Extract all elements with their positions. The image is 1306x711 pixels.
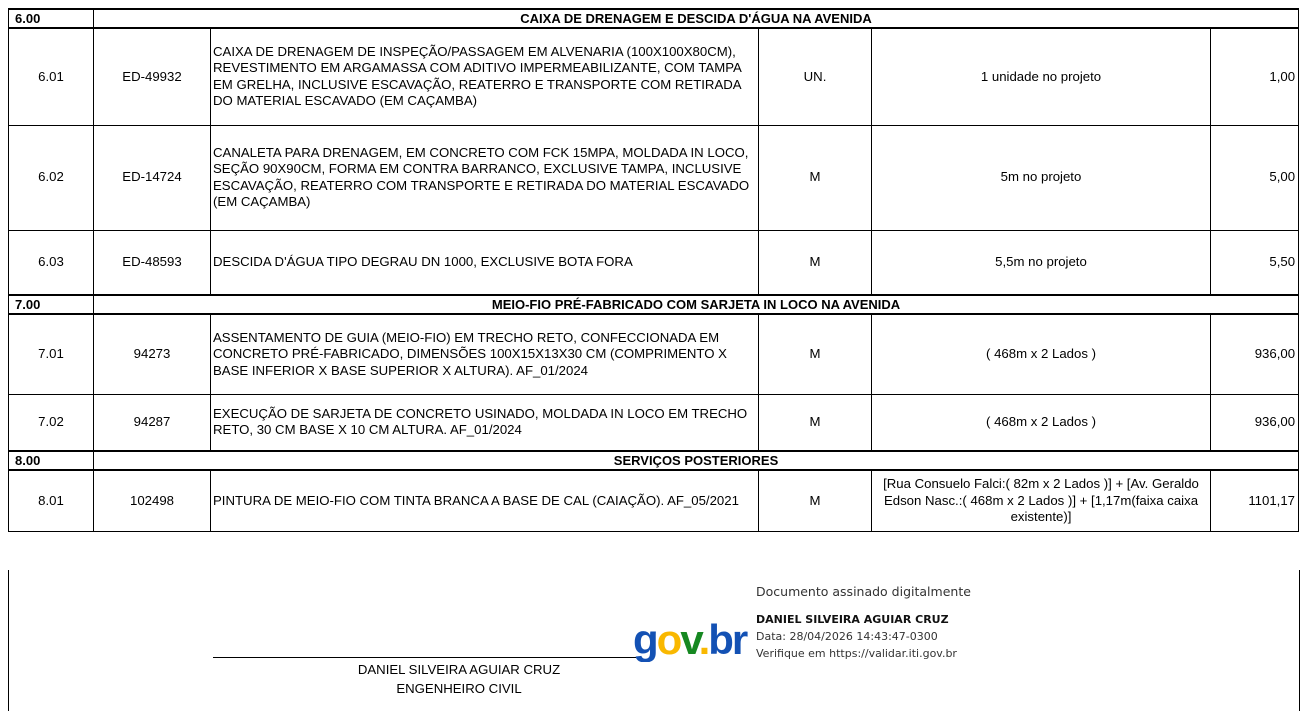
item-unit: M	[759, 394, 872, 451]
stamp-verify-link[interactable]: Verifique em https://validar.iti.gov.br	[756, 647, 957, 660]
item-code: ED-49932	[94, 28, 211, 125]
item-memo: ( 468m x 2 Lados )	[872, 314, 1211, 394]
item-quantity: 1,00	[1211, 28, 1299, 125]
section-title: SERVIÇOS POSTERIORES	[94, 451, 1299, 470]
item-code: 102498	[94, 470, 211, 531]
budget-table	[8, 8, 1299, 532]
item-description: DESCIDA D'ÁGUA TIPO DEGRAU DN 1000, EXCLUSIVE BOTA FORA	[211, 230, 759, 295]
section-title: MEIO-FIO PRÉ-FABRICADO COM SARJETA IN LOCO NA AVENIDA	[94, 295, 1299, 314]
signer-role: ENGENHEIRO CIVIL	[396, 681, 522, 696]
item-quantity: 5,50	[1211, 230, 1299, 295]
item-memo: [Rua Consuelo Falci:( 82m x 2 Lados )] + [Av. Geraldo Edson Nasc.:( 468m x 2 Lados )] + [1,17m(faixa caixa existente)]	[872, 470, 1211, 531]
item-unit: M	[759, 230, 872, 295]
item-memo: 5,5m no projeto	[872, 230, 1211, 295]
stamp-date: Data: 28/04/2026 14:43:47-0300	[756, 630, 938, 643]
item-number: 6.01	[9, 28, 94, 125]
item-number: 6.03	[9, 230, 94, 295]
item-number: 7.01	[9, 314, 94, 394]
item-quantity: 1101,17	[1211, 470, 1299, 531]
section-header-row	[9, 9, 1299, 28]
item-unit: UN.	[759, 28, 872, 125]
table-row	[9, 230, 1299, 295]
section-number: 8.00	[9, 451, 94, 470]
budget-sheet	[8, 8, 1298, 532]
section-title: CAIXA DE DRENAGEM E DESCIDA D'ÁGUA NA AVENIDA	[94, 9, 1299, 28]
section-number: 7.00	[9, 295, 94, 314]
stamp-signer: DANIEL SILVEIRA AGUIAR CRUZ	[756, 613, 949, 626]
item-quantity: 936,00	[1211, 314, 1299, 394]
item-memo: 1 unidade no projeto	[872, 28, 1211, 125]
section-header-row	[9, 295, 1299, 314]
item-description: EXECUÇÃO DE SARJETA DE CONCRETO USINADO, MOLDADA IN LOCO EM TRECHO RETO, 30 CM BASE X 10 CM ALTURA. AF_01/2024	[211, 394, 759, 451]
item-quantity: 936,00	[1211, 394, 1299, 451]
item-unit: M	[759, 125, 872, 230]
item-memo: ( 468m x 2 Lados )	[872, 394, 1211, 451]
item-description: CANALETA PARA DRENAGEM, EM CONCRETO COM FCK 15MPA, MOLDADA IN LOCO, SEÇÃO 90X90CM, FORMA EM CONTRA BARRANCO, EXCLUSIVE TAMPA, INCLUSIVE ESCAVAÇÃO, REATERRO COM TRANSPORTE E RETIRADA DO MATERIAL ESCAVADO (EM CAÇAMBA)	[211, 125, 759, 230]
table-row	[9, 314, 1299, 394]
govbr-logo	[629, 610, 749, 662]
signer-name: DANIEL SILVEIRA AGUIAR CRUZ	[357, 662, 561, 677]
item-number: 6.02	[9, 125, 94, 230]
item-quantity: 5,00	[1211, 125, 1299, 230]
item-unit: M	[759, 314, 872, 394]
signature-line	[213, 657, 638, 658]
item-description: PINTURA DE MEIO-FIO COM TINTA BRANCA A BASE DE CAL (CAIAÇÃO). AF_05/2021	[211, 470, 759, 531]
signature-footer	[8, 570, 1300, 711]
table-row	[9, 470, 1299, 531]
item-code: 94287	[94, 394, 211, 451]
svg-text:gov.br: gov.br	[633, 616, 747, 662]
item-number: 8.01	[9, 470, 94, 531]
item-code: ED-14724	[94, 125, 211, 230]
item-description: ASSENTAMENTO DE GUIA (MEIO-FIO) EM TRECHO RETO, CONFECCIONADA EM CONCRETO PRÉ-FABRICADO, DIMENSÕES 100X15X13X30 CM (COMPRIMENTO X BASE INFERIOR X BASE SUPERIOR X ALTURA). AF_01/2024	[211, 314, 759, 394]
section-header-row	[9, 451, 1299, 470]
signature-block	[334, 660, 584, 698]
item-code: ED-48593	[94, 230, 211, 295]
item-code: 94273	[94, 314, 211, 394]
item-number: 7.02	[9, 394, 94, 451]
item-memo: 5m no projeto	[872, 125, 1211, 230]
table-row	[9, 125, 1299, 230]
section-number: 6.00	[9, 9, 94, 28]
table-row	[9, 394, 1299, 451]
table-row	[9, 28, 1299, 125]
item-unit: M	[759, 470, 872, 531]
stamp-heading: Documento assinado digitalmente	[756, 584, 971, 599]
item-description: CAIXA DE DRENAGEM DE INSPEÇÃO/PASSAGEM EM ALVENARIA (100X100X80CM), REVESTIMENTO EM ARGAMASSA COM ADITIVO IMPERMEABILIZANTE, COM TAMPA EM GRELHA, INCLUSIVE ESCAVAÇÃO, REATERRO E TRANSPORTE COM RETIRADA DO MATERIAL ESCAVADO (EM CAÇAMBA)	[211, 28, 759, 125]
